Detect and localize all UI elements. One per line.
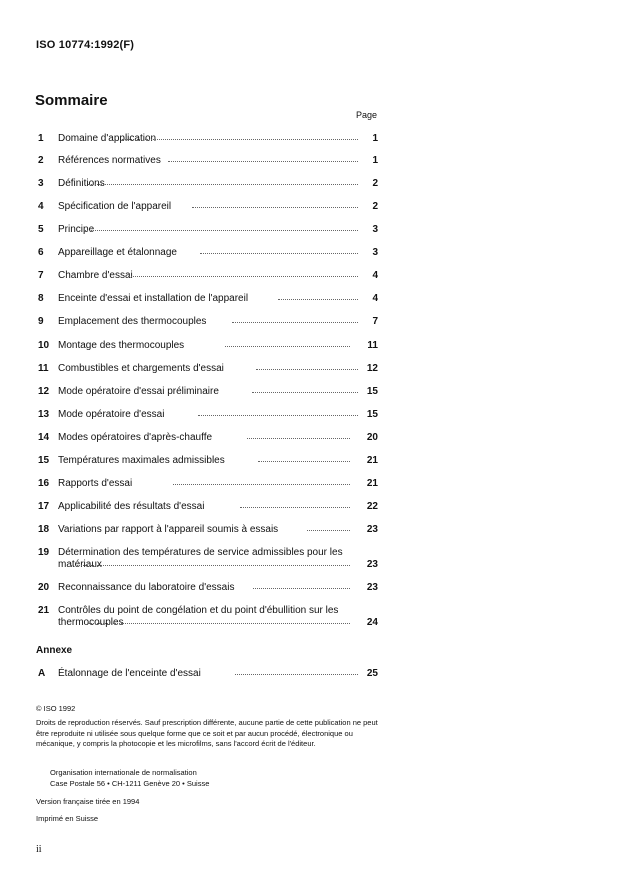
toc-dot-leader: [240, 507, 350, 508]
toc-dot-leader: [307, 530, 350, 531]
toc-entry-title-continuation: thermocouples: [58, 617, 124, 628]
toc-entry-title: Reconnaissance du laboratoire d'essais: [58, 582, 235, 593]
toc-entry-page: 3: [372, 247, 378, 258]
toc-entry-page: 23: [366, 559, 378, 570]
toc-entry-number: 11: [38, 363, 49, 374]
toc-entry[interactable]: [38, 455, 378, 467]
toc-entry[interactable]: [38, 478, 378, 490]
toc-entry-page: 23: [366, 582, 378, 593]
toc-entry[interactable]: [38, 316, 378, 328]
toc-entry[interactable]: [38, 605, 378, 629]
toc-entry-page: 3: [372, 224, 378, 235]
toc-entry-title: Modes opératoires d'après-chauffe: [58, 432, 213, 443]
toc-entry[interactable]: [38, 224, 378, 236]
toc-entry[interactable]: [38, 524, 378, 536]
toc-dot-leader: [84, 230, 358, 231]
toc-entry-title: Principe: [58, 224, 95, 235]
toc-dot-leader: [88, 623, 350, 624]
toc-entry-page: 21: [366, 478, 378, 489]
toc-entry-page: 21: [366, 455, 378, 466]
toc-entry-page: 1: [372, 155, 378, 166]
page-title: Sommaire: [35, 92, 108, 109]
toc-entry-number: 19: [38, 547, 50, 558]
toc-entry-title: Applicabilité des résultats d'essai: [58, 501, 205, 512]
toc-dot-leader: [198, 415, 358, 416]
toc-entry-number: 5: [38, 224, 44, 235]
toc-entry-number: 13: [38, 409, 50, 420]
toc-entry[interactable]: [38, 432, 378, 444]
toc-dot-leader: [232, 322, 358, 323]
toc-dot-leader: [200, 253, 358, 254]
toc-entry-number: 1: [38, 133, 44, 144]
toc-dot-leader: [173, 484, 350, 485]
toc-entry[interactable]: [38, 363, 378, 375]
toc-entry[interactable]: [38, 340, 378, 352]
toc-dot-leader: [256, 369, 358, 370]
toc-entry-number: 20: [38, 582, 50, 593]
toc-entry-page: 20: [366, 432, 378, 443]
toc-entry-page: 24: [366, 617, 378, 628]
publisher-block: [50, 768, 209, 789]
toc-dot-leader: [278, 299, 358, 300]
toc-entry[interactable]: [38, 155, 378, 167]
toc-dot-leader: [235, 674, 358, 675]
toc-dot-leader: [192, 207, 358, 208]
toc-entry-title: Chambre d'essai: [58, 270, 133, 281]
toc-entry-number: 16: [38, 478, 50, 489]
toc-entry-number: 4: [38, 201, 44, 212]
toc-entry-page: 4: [372, 293, 378, 304]
toc-entry-title: Variations par rapport à l'appareil soumis à essais: [58, 524, 279, 535]
toc-dot-leader: [247, 438, 350, 439]
toc-entry[interactable]: [38, 270, 378, 282]
toc-entry-title: Emplacement des thermocouples: [58, 316, 207, 327]
toc-entry-page: 2: [372, 178, 378, 189]
toc-entry-page: 22: [366, 501, 378, 512]
toc-entry-title: Définitions: [58, 178, 105, 189]
printed-note: Imprimé en Suisse: [36, 814, 99, 823]
toc-entry-title: Combustibles et chargements d'essai: [58, 363, 224, 374]
toc-entry-number: 6: [38, 247, 44, 258]
toc-entry-title: Enceinte d'essai et installation de l'appareil: [58, 293, 249, 304]
toc-dot-leader: [225, 346, 350, 347]
toc-entry-number: 7: [38, 270, 44, 281]
toc-entry[interactable]: [38, 582, 378, 594]
toc-entry[interactable]: [38, 201, 378, 213]
toc-entry-title: Rapports d'essai: [58, 478, 133, 489]
toc-dot-leader: [128, 276, 358, 277]
copyright-notice: © ISO 1992: [36, 704, 76, 713]
toc-entry-page: 15: [366, 386, 378, 397]
toc-entry[interactable]: [38, 386, 378, 398]
toc-entry-title: Appareillage et étalonnage: [58, 247, 177, 258]
toc-entry-number: 17: [38, 501, 50, 512]
toc-entry-number: 12: [38, 386, 50, 397]
toc-entry-page: 12: [366, 363, 378, 374]
toc-entry-title: Références normatives: [58, 155, 161, 166]
toc-entry[interactable]: [38, 247, 378, 259]
toc-entry[interactable]: [38, 133, 378, 145]
toc-entry[interactable]: [38, 547, 378, 571]
toc-entry-number: 8: [38, 293, 44, 304]
toc-entry-title: Contrôles du point de congélation et du point d'ébullition sur les: [58, 605, 339, 616]
toc-dot-leader: [70, 565, 350, 566]
rights-statement: Droits de reproduction réservés. Sauf prescription différente, aucune partie de cette publication ne peut être reproduite ni utilisée sous quelque forme que ce soit et par aucun procédé, électronique ou mécanique, y compris la photocopie et les microfilms, sans l'accord écrit de l'éditeur.: [36, 718, 378, 748]
publisher-name: Organisation internationale de normalisation: [50, 768, 197, 777]
page-folio: ii: [36, 844, 42, 855]
toc-entry-number: 21: [38, 605, 50, 616]
toc-entry-number: 10: [38, 340, 50, 351]
annex-heading: Annexe: [36, 645, 73, 656]
toc-entry-page: 23: [366, 524, 378, 535]
toc-entry-title: Détermination des températures de service admissibles pour les: [58, 547, 343, 558]
toc-entry-title: Montage des thermocouples: [58, 340, 185, 351]
toc-entry-title: Températures maximales admissibles: [58, 455, 225, 466]
toc-entry-page: 4: [372, 270, 378, 281]
toc-dot-leader: [88, 184, 358, 185]
standard-id: ISO 10774:1992(F): [36, 39, 135, 51]
toc-entry-page: 15: [366, 409, 378, 420]
annex-entry[interactable]: [38, 668, 378, 680]
toc-entry[interactable]: [38, 501, 378, 513]
publisher-address: Case Postale 56 • CH-1211 Genève 20 • Suisse: [50, 778, 210, 788]
toc-entry-number: 15: [38, 455, 50, 466]
toc-entry-title: Mode opératoire d'essai préliminaire: [58, 386, 219, 397]
toc-entry-page: 1: [372, 133, 378, 144]
toc-entry-title: Domaine d'application: [58, 133, 157, 144]
toc-entry-number: 2: [38, 155, 44, 166]
toc-entry-page: 11: [367, 340, 378, 351]
toc-entry-page: 2: [372, 201, 378, 212]
toc-entry-number: 3: [38, 178, 44, 189]
toc-dot-leader: [253, 588, 350, 589]
toc-entry-title: Spécification de l'appareil: [58, 201, 172, 212]
toc-entry-title-continuation: matériaux: [58, 559, 102, 570]
annex-entry-letter: A: [38, 668, 46, 679]
toc-entry-page: 7: [372, 316, 378, 327]
toc-dot-leader: [168, 161, 358, 162]
toc-entry[interactable]: [38, 293, 378, 305]
toc-dot-leader: [252, 392, 358, 393]
toc-entry-number: 18: [38, 524, 50, 535]
toc-entry[interactable]: [38, 178, 378, 190]
toc-entry-number: 14: [38, 432, 50, 443]
toc-entry[interactable]: [38, 409, 378, 421]
page-column-header: Page: [356, 110, 378, 120]
toc-entry-title: Mode opératoire d'essai: [58, 409, 165, 420]
annex-entry-page: 25: [366, 668, 378, 679]
annex-entry-title: Étalonnage de l'enceinte d'essai: [58, 668, 201, 679]
toc-dot-leader: [122, 139, 358, 140]
version-note: Version française tirée en 1994: [36, 797, 140, 806]
toc-dot-leader: [258, 461, 350, 462]
toc-entry-number: 9: [38, 316, 44, 327]
